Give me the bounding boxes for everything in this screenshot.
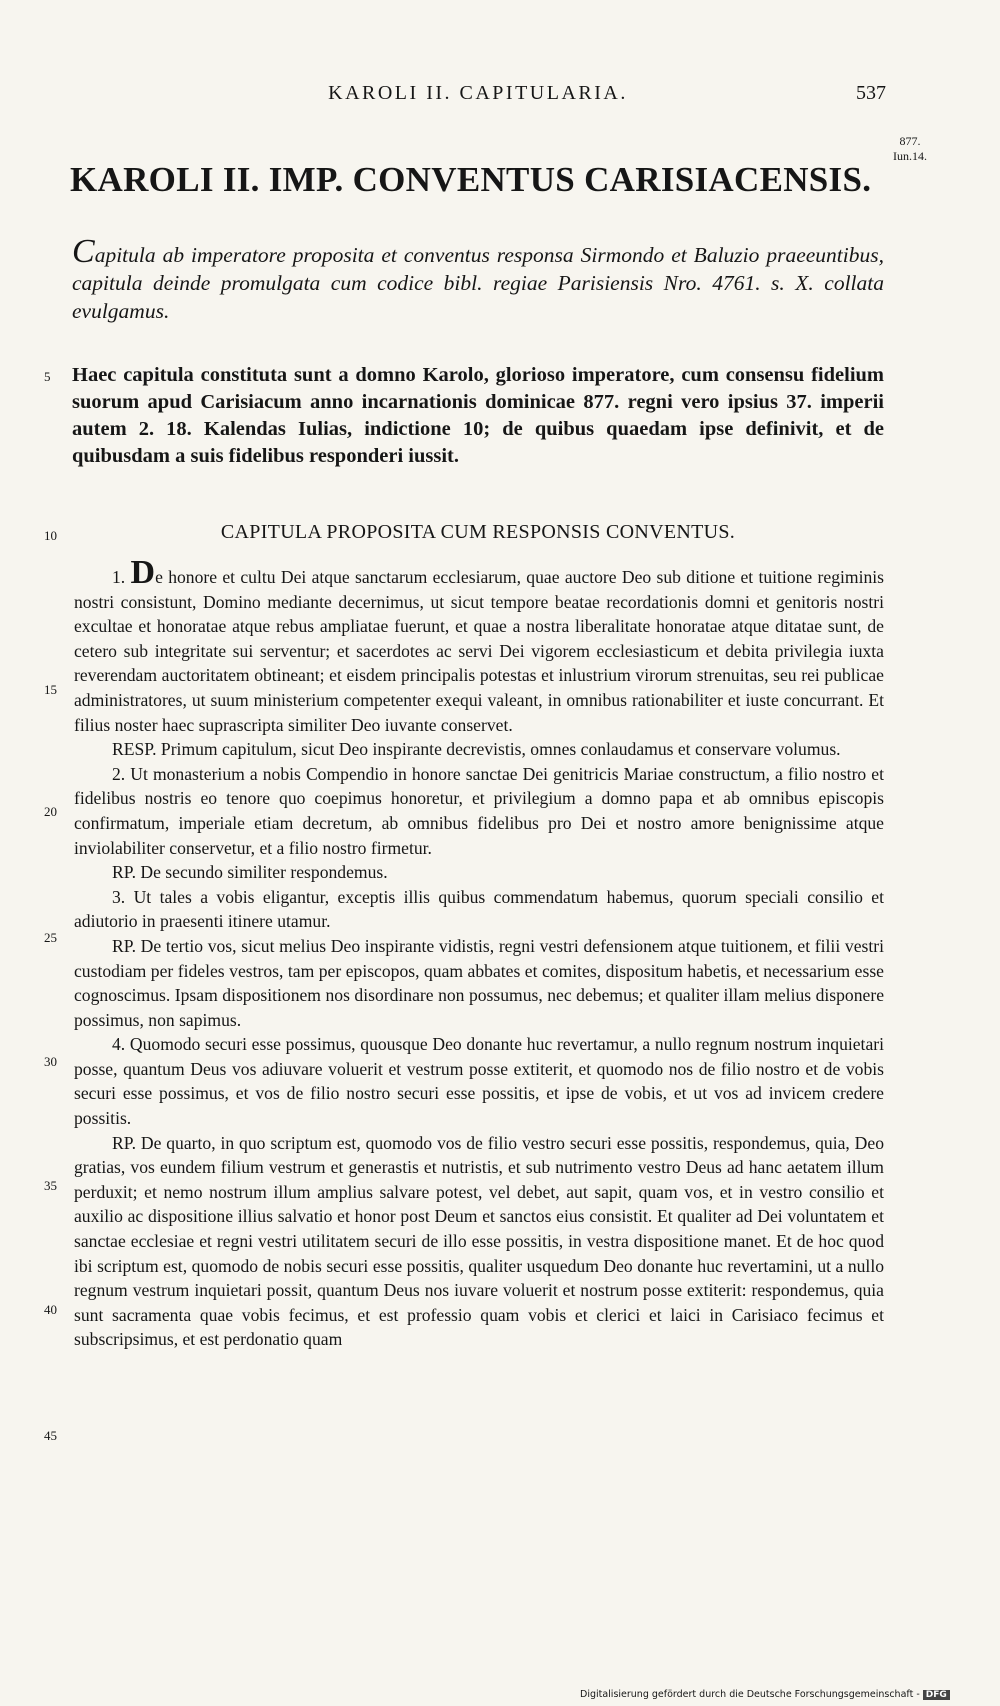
main-title: KAROLI II. IMP. CONVENTUS CARISIACENSIS. xyxy=(70,160,872,199)
response-text: Primum capitulum, sicut Deo inspirante decrevistis, omnes conlaudamus et conservare volumus. xyxy=(160,739,841,760)
paragraph-number: 3. xyxy=(112,886,126,907)
paragraph-text: Quomodo securi esse possimus, quousque Deo donante huc revertamur, a nullo regnum nostrum inquietari posse, quantum Deus vos adiuvare voluerit et vestrum posse extiterit, et quomodo nos de filio nostro et de vobis securi esse possimus, et vos de filio nostro securi esse possitis, et ipse de vobis, et ut vos ad invicem credere possitis. xyxy=(74,1034,885,1129)
line-number-30: 30 xyxy=(44,1054,57,1069)
line-number-40: 40 xyxy=(44,1302,57,1317)
paragraph-text: e honore et cultu Dei atque sanctarum ecclesiarum, quae auctore Deo sub ditione et tuitione regiminis nostri consistunt, Domino mediante decernimus, ut sicut tempore beatae recordationis domni et genitoris nostri excultae et honoratae atque rebus ampliatae fuerunt, et quae a nostra liberalitate honoratae atque ditatae sunt, de cetero sub integritate sui serventur; et sacerdotes ac servi Dei vigorem ecclesiasticum et debita privilegia iuxta reverendam auctoritatem obtineant; et eisdem principalis potestas et inlustrium virorum strenuitas, seu rei publicae administratores, ut suum ministerium competenter exequi valeant, in omnibus rationabiliter et iuste concurrant. Et filius noster haec suprascripta similiter Deo iuvante conservet. xyxy=(74,567,884,735)
page-header xyxy=(74,82,886,112)
response-text: De secundo similiter respondemus. xyxy=(140,862,388,883)
intro-text: apitula ab imperatore proposita et conventus responsa Sirmondo et Baluzio praeeuntibus, capitula deinde promulgata cum codice bibl. regiae Parisiensis Nro. 4761. s. X. collata evulgamus. xyxy=(72,243,884,323)
paragraph-1 xyxy=(74,554,884,737)
intro-initial: C xyxy=(72,233,95,270)
margin-date-year: 877. xyxy=(899,134,921,148)
paragraph-text: Ut tales a vobis eligantur, exceptis illis quibus commendatum habemus, quorum speciali consilio et adiutorio in praesenti itinere utamur. xyxy=(74,886,884,932)
response-label: RP. xyxy=(112,1132,136,1153)
paragraph-4 xyxy=(74,1032,884,1130)
line-number-25: 25 xyxy=(44,930,57,945)
paragraph-number: 2. xyxy=(112,763,126,784)
response-4 xyxy=(74,1131,884,1352)
margin-date xyxy=(882,134,938,164)
footer-text: Digitalisierung gefördert durch die Deutsche Forschungsgemeinschaft - xyxy=(580,1689,920,1700)
paragraph-text: Ut monasterium a nobis Compendio in honore sanctae Dei genitricis Mariae constructum, a filio nostro et fidelibus nostris eo tenore quo coepimus honoretur, et privilegium a domno papa et ab omnibus episcopis confirmatum, imperiale etiam decretum, ab omnibus fidelibus pro Dei et nostro amore benignissime atque inviolabiliter conservetur, et a filio nostro firmetur. xyxy=(74,763,884,858)
paragraph-3 xyxy=(74,885,884,934)
dfg-logo-icon: DFG xyxy=(923,1690,950,1700)
margin-date-day: Iun.14. xyxy=(893,149,927,163)
response-text: De tertio vos, sicut melius Deo inspirante vidistis, regni vestri defensionem atque tuitionem, et filii vestri custodiam per fideles vestros, tam per episcopos, quam abbates et comites, dispositum habetis, et necessarium esse cognoscimus. Ipsam dispositionem nos disordinare non possumus, nec debemus; et qualiter illam melius disponere possimus, non sapimus. xyxy=(74,935,884,1030)
line-number-35: 35 xyxy=(44,1178,57,1193)
response-label: RP. xyxy=(112,935,136,956)
paragraph-number: 4. xyxy=(112,1034,126,1055)
response-3 xyxy=(74,934,884,1032)
response-label: RESP. xyxy=(112,739,157,760)
running-title: KAROLI II. CAPITULARIA. xyxy=(328,82,628,104)
paragraph-2 xyxy=(74,762,884,860)
line-number-10: 10 xyxy=(44,528,57,543)
editorial-intro xyxy=(72,233,884,325)
preamble: Haec capitula constituta sunt a domno Karolo, glorioso imperatore, cum consensu fidelium suorum apud Carisiacum anno incarnationis dominicae 877. regni vero ipsius 37. imperii autem 2. 18. Kalendas Iulias, indictione 10; de quibus quaedam ipse definivit, et de quibusdam a suis fidelibus responderi iussit. xyxy=(72,364,884,467)
paragraph-number: 1. xyxy=(112,567,126,587)
digitization-footer xyxy=(580,1689,990,1700)
response-2 xyxy=(74,860,884,885)
line-number-45: 45 xyxy=(44,1428,57,1443)
paragraph-initial: D xyxy=(130,554,156,591)
capitula-body xyxy=(74,554,885,1352)
line-number-20: 20 xyxy=(44,804,57,819)
response-label: RP. xyxy=(112,862,136,883)
line-number-5: 5 xyxy=(44,369,51,384)
page-number: 537 xyxy=(856,82,886,104)
response-text: De quarto, in quo scriptum est, quomodo vos de filio vestro securi esse possitis, respondemus, quia, Deo gratias, vos eundem filium vestrum et generastis et nutristis, et sub nutrimento vestro Deus ad hanc aetatem illum perduxit; et nemo nostrum illum amplius salvare potest, vel debet, aut sapit, quam vos, et in vestro consilio et auxilio ac dispositione illius salvatio et honor post Deum et sanctos eius consistit. Et qualiter ad Dei voluntatem et sanctae ecclesiae et regni vestri utilitatem securi de illo esse possitis, in vestra dispositione manet. Et de hoc quod ibi scriptum est, quomodo de nobis securi esse possitis, qualiter usquedum Deo donante huc revertamini, ut a nullo regnum vestrum inquietari possit, quantum Deus nos iuvare voluerit et nostrum posse extiterit: respondemus, quia sunt sacramenta quae vobis fecimus, et est professio quam vobis et clerici et laici in Carisiaco fecimus et subscripsimus, et est perdonatio quam xyxy=(74,1132,884,1350)
response-1 xyxy=(74,737,884,762)
section-heading: CAPITULA PROPOSITA CUM RESPONSIS CONVENTUS. xyxy=(220,521,736,543)
line-number-15: 15 xyxy=(44,682,57,697)
